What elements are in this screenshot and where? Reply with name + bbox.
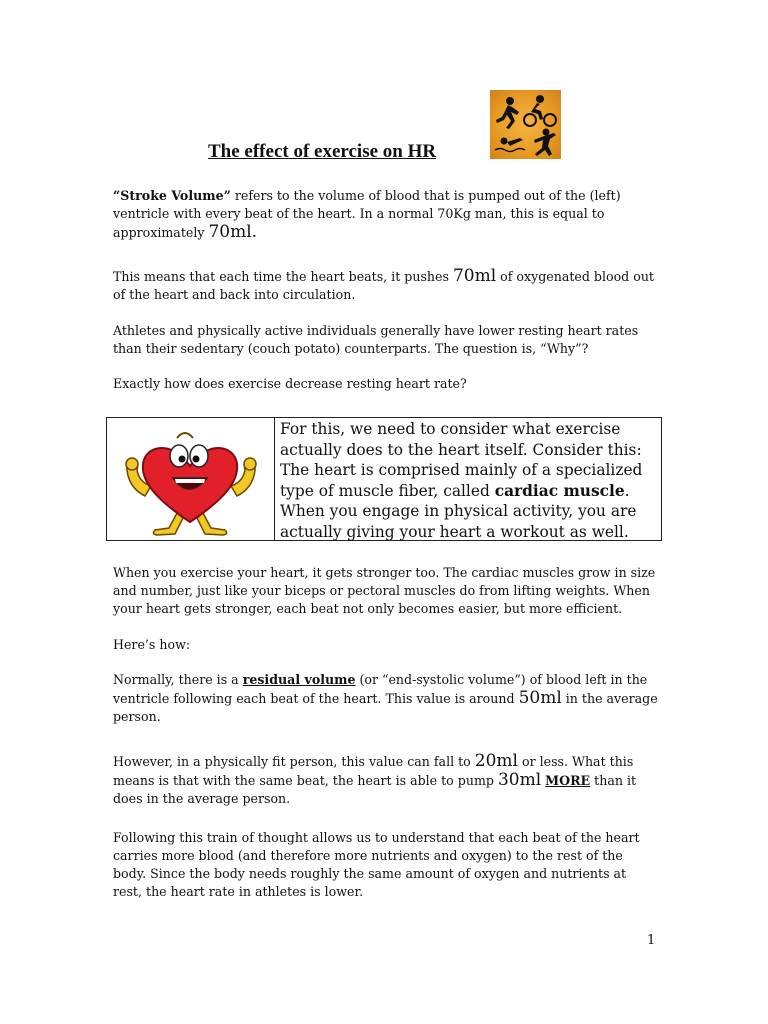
fit-a: However, in a physically fit person, this value can fall to [113,754,475,769]
conclusion-paragraph: Following this train of thought allows us to understand that each beat of the heart carries more blood (and therefore more nutrients and oxygen) to the rest of the body. Since the body needs roughly the same amount of oxygen and nutrients at rest, the heart rate in athletes is lower. [113,830,640,899]
box-text-after: . When you engage in physical activity, you are actually giving your heart a workout as well. [280,481,637,541]
cardiac-muscle-term: cardiac muscle [494,481,625,500]
residual-value: 50ml [518,688,562,708]
box-text-before: For this, we need to consider what exercise actually does to the heart itself. Consider this: The heart is comprised mainly of a specialized type of muscle fiber, called [280,420,643,500]
more-emphasis: MORE [545,773,591,788]
residual-after: in the average person. [113,691,658,724]
fit-person-paragraph [113,752,658,808]
info-box [106,417,662,541]
stroke-volume-paragraph [113,187,658,242]
fit-value-30: 30ml [497,770,542,790]
residual-volume-term: residual volume [242,672,356,687]
stroke-volume-text: refers to the volume of blood that is pumped out of the (left) ventricle with every beat of the heart. In a normal 70Kg man, this is equal to approximately [113,188,621,240]
heart-pushes-after: of oxygenated blood out of the heart and back into circulation. [113,269,654,302]
sports-athletes-icon [490,90,561,159]
page-title: The effect of exercise on HR [208,141,437,162]
fit-b: or less. What this means is that with the same beat, the heart is able to pump [113,754,634,788]
fit-value-20: 20ml [474,751,518,771]
heres-how-paragraph: Here’s how: [113,637,191,652]
residual-middle: (or “end-systolic volume”) of blood left in the ventricle following each beat of the heart. This value is around [113,672,648,706]
heart-mascot-cell [107,418,275,540]
athletes-paragraph: Athletes and physically active individuals generally have lower resting heart rates than their sedentary (couch potato) counterparts. The question is, “Why”? [113,323,639,356]
heart-pushes-before: This means that each time the heart beats, it pushes [113,269,453,284]
stroke-volume-value: 70ml. [208,222,258,242]
heart-pushes-paragraph [113,267,658,304]
residual-before: Normally, there is a [113,672,243,687]
fit-d: than it does in the average person. [113,773,637,806]
stronger-heart-paragraph: When you exercise your heart, it gets stronger too. The cardiac muscles grow in size and number, just like your biceps or pectoral muscles do from lifting weights. When your heart gets stronger, each beat not only becomes easier, but more efficient. [113,565,656,616]
page-number: 1 [647,933,656,948]
question-paragraph: Exactly how does exercise decrease resting heart rate? [113,376,467,391]
cardiac-muscle-text [280,419,658,543]
heart-pushes-value: 70ml [452,266,497,286]
flexing-heart-icon [107,418,274,540]
stroke-volume-term: “Stroke Volume” [113,188,231,203]
residual-volume-paragraph [113,671,658,726]
